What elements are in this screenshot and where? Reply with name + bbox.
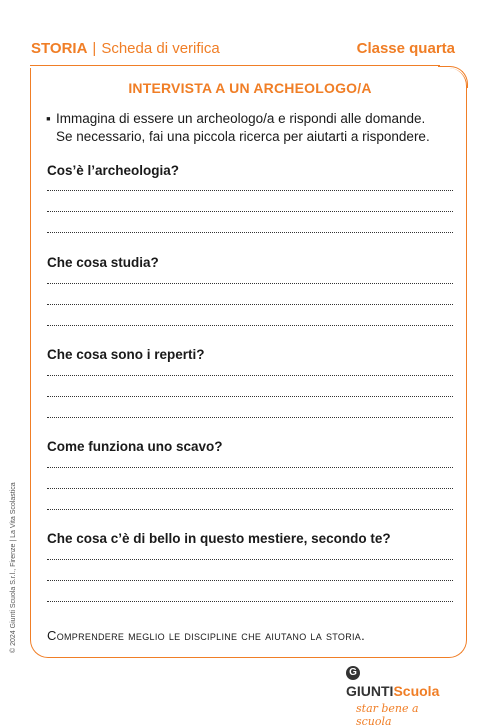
grade-label: Classe quarta (356, 40, 455, 57)
logo-brand-b: Scuola (393, 682, 440, 699)
answer-line[interactable] (47, 488, 453, 489)
answer-line[interactable] (47, 232, 453, 233)
answer-line[interactable] (47, 211, 453, 212)
instruction-line-2: Se necessario, fai una piccola ricerca per aiutarti a rispondere. (56, 129, 430, 144)
sheet-type-label: Scheda di verifica (101, 40, 220, 57)
question-3: Che cosa sono i reperti? (47, 347, 205, 362)
answer-line[interactable] (47, 559, 453, 560)
answer-line[interactable] (47, 190, 453, 191)
giunti-scuola-logo (346, 664, 456, 728)
header-rule (30, 65, 440, 66)
logo-brand-a: GIUNTI (346, 682, 394, 699)
answer-line[interactable] (47, 304, 453, 305)
header-left (31, 40, 220, 57)
footer-note: Comprendere meglio le discipline che aiutano la storia. (47, 628, 366, 643)
answer-line[interactable] (47, 375, 453, 376)
answer-line[interactable] (47, 396, 453, 397)
subject-label: STORIA (31, 40, 88, 57)
copyright-notice: © 2024 Giunti Scuola S.r.l., Firenze | La Vita Scolastica (10, 482, 17, 653)
answer-line[interactable] (47, 467, 453, 468)
answer-line[interactable] (47, 325, 453, 326)
bullet-icon: ▪ (46, 111, 51, 126)
instruction-line-1: Immagina di essere un archeologo/a e rispondi alle domande. (56, 111, 426, 126)
worksheet-title: INTERVISTA A UN ARCHEOLOGO/A (128, 80, 372, 96)
answer-line[interactable] (47, 283, 453, 284)
answer-line[interactable] (47, 509, 453, 510)
question-1: Cos’è l’archeologia? (47, 163, 180, 178)
question-4: Come funziona uno scavo? (47, 439, 223, 454)
answer-line[interactable] (47, 580, 453, 581)
question-5: Che cosa c’è di bello in questo mestiere, secondo te? (47, 531, 391, 546)
answer-line[interactable] (47, 417, 453, 418)
logo-mark-icon: G (346, 666, 360, 680)
header-separator: | (92, 40, 97, 57)
logo-tagline: star bene a scuola (356, 702, 419, 728)
content-card (30, 68, 467, 658)
instruction (46, 110, 456, 146)
answer-line[interactable] (47, 601, 453, 602)
question-2: Che cosa studia? (47, 255, 159, 270)
